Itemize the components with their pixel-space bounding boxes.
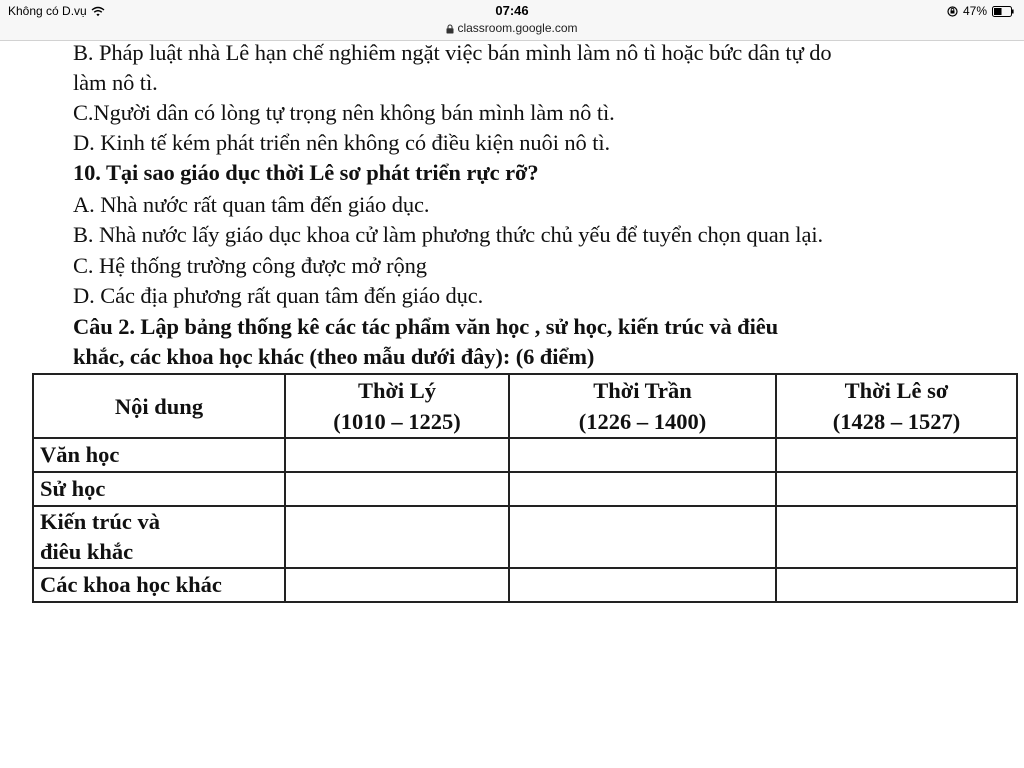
- battery-percent: 47%: [962, 4, 987, 18]
- option-b-line-2: làm nô tì.: [73, 70, 158, 95]
- table-cell: [285, 472, 509, 506]
- header-thoi-le-so: [776, 374, 1017, 438]
- table-cell: [285, 506, 509, 568]
- row-label: Sử học: [40, 476, 106, 501]
- cau2-line-1: Câu 2. Lập bảng thống kê các tác phẩm văn học , sử học, kiến trúc và điêu: [73, 314, 779, 339]
- table-cell: [776, 506, 1017, 568]
- row-label-van-hoc: [33, 438, 285, 472]
- lock-icon: [446, 23, 454, 33]
- q10-option-b: B. Nhà nước lấy giáo dục khoa cử làm phương thức chủ yếu để tuyển chọn quan lại.: [73, 222, 824, 247]
- statistics-table: [32, 373, 1018, 603]
- q10-option-c: C. Hệ thống trường công được mở rộng: [73, 253, 427, 278]
- cau2-line-2: khắc, các khoa học khác (theo mẫu dưới đây): (6 điểm): [73, 344, 595, 369]
- header-period: (1010 – 1225): [333, 409, 461, 434]
- row-label: Văn học: [40, 442, 120, 467]
- table-cell: [509, 438, 776, 472]
- url-display[interactable]: [446, 21, 577, 35]
- table-cell: [776, 568, 1017, 602]
- status-bar: [0, 0, 1024, 22]
- status-right-group: [947, 4, 1014, 18]
- header-period: (1428 – 1527): [832, 409, 961, 434]
- header-period: (1226 – 1400): [578, 409, 707, 434]
- table-cell: [285, 438, 509, 472]
- option-c-line: C.Người dân có lòng tự trọng nên không bán mình làm nô tì.: [73, 100, 615, 125]
- table-cell: [509, 472, 776, 506]
- option-b-line-1: B. Pháp luật nhà Lê hạn chế nghiêm ngặt việc bán mình làm nô tì hoặc bức dân tự do: [73, 41, 832, 65]
- url-text[interactable]: classroom.google.com: [457, 21, 578, 35]
- header-thoi-tran: [509, 374, 776, 438]
- table-row: [33, 472, 1017, 506]
- row-label-su-hoc: [33, 472, 285, 506]
- header-thoi-ly: [285, 374, 509, 438]
- table-cell: [285, 568, 509, 602]
- header-title: Nội dung: [114, 393, 204, 419]
- table-cell: [776, 472, 1017, 506]
- header-title: Thời Trần: [593, 378, 692, 403]
- table-cell: [509, 506, 776, 568]
- url-bar[interactable]: [0, 22, 1024, 41]
- row-label-cont: điêu khắc: [40, 539, 134, 564]
- row-label: Kiến trúc và: [40, 509, 160, 534]
- header-noi-dung: [33, 374, 285, 438]
- table-header-row: [33, 374, 1017, 438]
- table-row: [33, 506, 1017, 568]
- table-row: [33, 568, 1017, 602]
- row-label-khoa-hoc-khac: [33, 568, 285, 602]
- question-10-title: 10. Tại sao giáo dục thời Lê sơ phát triển rực rỡ?: [73, 160, 539, 185]
- table-cell: [776, 438, 1017, 472]
- carrier-label: Không có D.vụ: [8, 4, 87, 18]
- table-cell: [509, 568, 776, 602]
- row-label-kien-truc: [33, 506, 285, 568]
- table-row: [33, 438, 1017, 472]
- status-time: 07:46: [495, 3, 529, 18]
- battery-fill: [994, 8, 1002, 15]
- option-d-line: D. Kinh tế kém phát triển nên không có điều kiện nuôi nô tì.: [73, 130, 611, 155]
- rotation-lock-icon: [947, 6, 958, 17]
- q10-option-d: D. Các địa phương rất quan tâm đến giáo dục.: [73, 283, 484, 308]
- row-label: Các khoa học khác: [40, 572, 222, 597]
- header-title: Thời Lý: [357, 378, 437, 403]
- battery-icon: [992, 6, 1014, 17]
- document-view[interactable]: [0, 41, 1024, 768]
- header-title: Thời Lê sơ: [844, 378, 949, 403]
- q10-option-a: A. Nhà nước rất quan tâm đến giáo dục.: [73, 192, 430, 217]
